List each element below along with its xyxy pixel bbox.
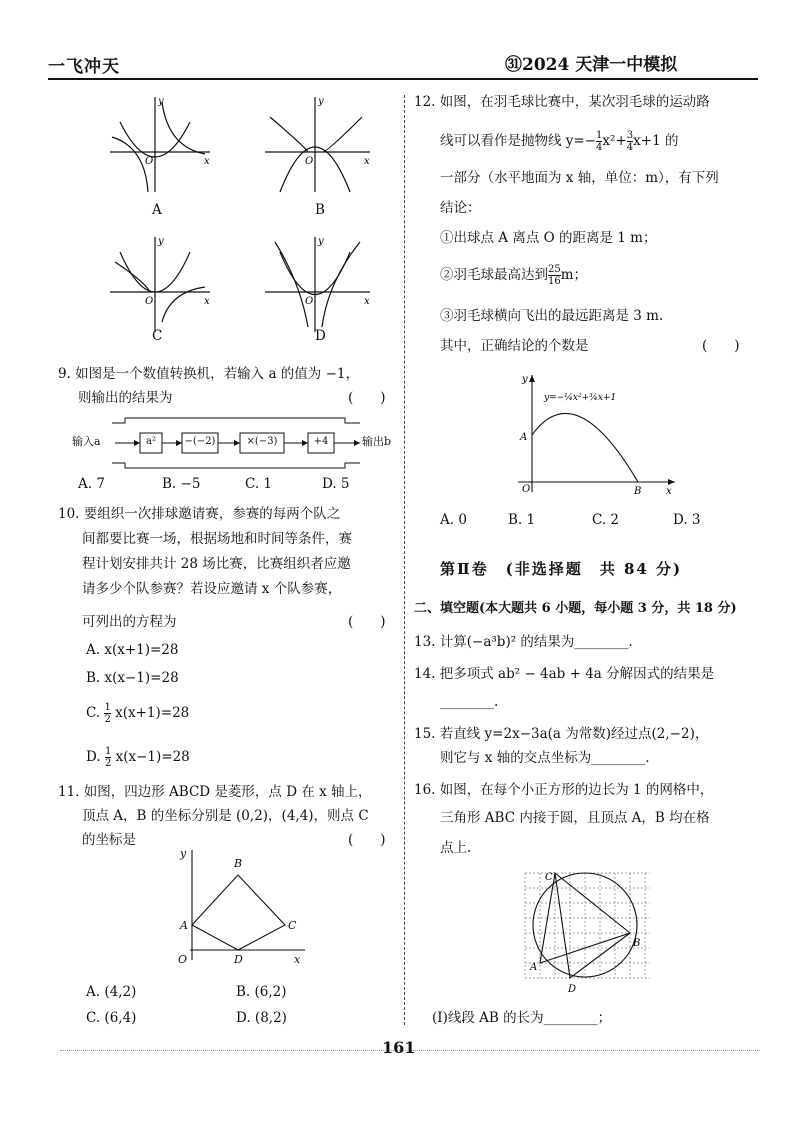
svg-text:O: O	[305, 156, 314, 167]
q8-option-b: B	[315, 202, 325, 218]
q12-option-b: B. 1	[508, 512, 536, 528]
q9-option-b: B. −5	[162, 476, 201, 492]
q11-line3: 的坐标是	[82, 832, 136, 848]
q12-line1: 12. 如图，在羽毛球比赛中，某次羽毛球的运动路	[414, 94, 710, 110]
part2-title: 第Ⅱ卷 (非选择题 共 84 分)	[440, 560, 683, 578]
svg-text:O: O	[522, 484, 531, 495]
q11-answer-paren: ( )	[348, 832, 386, 848]
q16-part1: (Ⅰ)线段 AB 的长为________；	[432, 1010, 612, 1026]
q9-frame-bottom	[112, 463, 360, 468]
q11-option-a: A. (4,2)	[86, 984, 137, 1000]
svg-text:D: D	[568, 984, 577, 995]
q9-box-3-text: ×(−3)	[246, 436, 278, 447]
q9-converter-diagram	[70, 415, 400, 470]
q12-line3: 一部分（水平地面为 x 轴，单位：m），有下列	[440, 170, 719, 186]
q10-option-d: D. $\frac{1}{2}$ x(x−1)=28	[86, 746, 190, 769]
q14-line2: ________.	[440, 694, 499, 710]
column-divider	[404, 95, 405, 1025]
q8d-hyperbola-left	[275, 242, 308, 327]
svg-text:B: B	[633, 938, 641, 949]
q12-conclusion-1: ①出球点 A 离点 O 的距离是 1 m；	[440, 230, 657, 246]
svg-text:y: y	[180, 847, 187, 860]
q12-option-a: A. 0	[440, 512, 467, 528]
q12-conclusion-2: ②羽毛球最高达到 $\frac{25}{16}$ m；	[440, 264, 588, 287]
svg-text:D: D	[234, 953, 243, 965]
svg-text:x: x	[294, 953, 301, 965]
q11-line1: 11. 如图，四边形 ABCD 是菱形，点 D 在 x 轴上，	[58, 784, 372, 800]
svg-text:B: B	[634, 486, 642, 495]
q9-answer-paren: ( )	[348, 390, 386, 406]
q13-text: 13. 计算(−a³b)² 的结果为________.	[414, 634, 633, 650]
svg-text:O: O	[145, 156, 154, 167]
q12-line4: 结论：	[440, 200, 481, 216]
q14-line1: 14. 把多项式 ab² − 4ab + 4a 分解因式的结果是	[414, 666, 715, 682]
svg-text:O: O	[178, 953, 188, 965]
q9-box-2-text: −(−2)	[184, 436, 216, 447]
q12-question: 其中，正确结论的个数是	[440, 338, 589, 354]
q16-line3: 点上.	[440, 840, 472, 856]
q9-option-d: D. 5	[322, 476, 350, 492]
q10-option-a: A. x(x+1)=28	[86, 642, 179, 658]
q10-line4: 请多少个队参赛？若设应邀请 x 个队参赛，	[82, 581, 342, 597]
q10-option-b: B. x(x−1)=28	[86, 670, 179, 686]
q12-option-c: C. 2	[592, 512, 620, 528]
q9-frame-top	[112, 418, 360, 423]
q8c-hyperbola-left	[115, 262, 150, 292]
q12-conclusion-3: ③羽毛球横向飞出的最远距离是 3 m.	[440, 308, 664, 324]
svg-text:B: B	[234, 857, 243, 870]
svg-text:O: O	[305, 296, 314, 307]
svg-text:A: A	[530, 962, 538, 973]
svg-text:C: C	[545, 872, 553, 883]
q10-line2: 间都要比赛一场，根据场地和时间等条件，赛	[82, 531, 352, 547]
svg-text:x: x	[204, 296, 210, 307]
q9-input-label: 输入a	[72, 435, 101, 448]
q9-text-line2: 则输出的结果为	[78, 390, 173, 406]
q12-answer-paren: ( )	[702, 338, 740, 354]
q9-box-1-text: a²	[146, 436, 156, 447]
svg-text:y: y	[158, 236, 164, 247]
q16-line1: 16. 如图，在每个小正方形的边长为 1 的网格中，	[414, 782, 714, 798]
q11-option-b: B. (6,2)	[236, 984, 287, 1000]
q8a-hyperbola-right	[162, 102, 205, 154]
q8-graph-set	[100, 92, 390, 412]
q15-line2: 则它与 x 轴的交点坐标为________.	[440, 750, 650, 766]
q11-rhombus	[192, 875, 285, 950]
q12-line2: 线可以看作是抛物线 y=− $\frac{1}{4}$ x²+ $\frac{3}{4}$ x+1 的	[440, 130, 679, 153]
q10-line5: 可列出的方程为	[82, 614, 177, 630]
q8d-hyperbola-right	[322, 242, 360, 327]
q8-option-d: D	[315, 328, 326, 344]
brand-logo: 一飞冲天	[48, 57, 120, 77]
q16-segments-d	[555, 873, 630, 978]
q9-option-a: A. 7	[78, 476, 105, 492]
svg-text:x: x	[666, 486, 672, 495]
q10-line1: 10. 要组织一次排球邀请赛，参赛的每两个队之	[58, 506, 341, 522]
q16-line2: 三角形 ABC 内接于圆，且顶点 A，B 均在格	[440, 810, 710, 826]
q8-option-c: C	[152, 328, 163, 344]
q12-parabola	[532, 413, 638, 482]
q11-option-c: C. (6,4)	[86, 1010, 137, 1026]
svg-text:y: y	[158, 96, 164, 107]
svg-text:A: A	[520, 432, 528, 443]
svg-text:y: y	[318, 236, 324, 247]
q16-grid-circle-diagram	[520, 868, 660, 998]
svg-text:C: C	[288, 919, 297, 932]
q9-output-label: 输出b	[362, 435, 392, 448]
q9-option-c: C. 1	[245, 476, 273, 492]
svg-text:y: y	[318, 96, 324, 107]
svg-text:x: x	[364, 296, 370, 307]
svg-text:y=−¼x²+¾x+1: y=−¼x²+¾x+1	[544, 393, 617, 403]
q8b-hyperbola-left	[270, 117, 308, 152]
q8b-hyperbola-right	[322, 117, 362, 152]
q9-text-line1: 9. 如图是一个数值转换机，若输入 a 的值为 −1，	[58, 366, 359, 382]
q11-option-d: D. (8,2)	[236, 1010, 287, 1026]
q15-line1: 15. 若直线 y=2x−3a(a 为常数)经过点(2,−2)，	[414, 726, 709, 742]
fill-blank-section-heading: 二、填空题(本大题共 6 小题，每小题 3 分，共 18 分)	[414, 601, 737, 616]
q10-option-c: C. $\frac{1}{2}$ x(x+1)=28	[86, 702, 190, 725]
svg-text:x: x	[364, 156, 370, 167]
q11-line2: 顶点 A，B 的坐标分别是 (0,2)，(4,4)，则点 C	[82, 808, 369, 824]
exam-title: ㉛2024 天津一中模拟	[505, 55, 678, 75]
q9-box-4-text: +4	[313, 436, 329, 447]
q8a-hyperbola-left	[112, 137, 148, 192]
q12-parabola-graph	[510, 370, 680, 495]
q8-option-a: A	[152, 202, 162, 218]
q10-line3: 程计划安排共计 28 场比赛，比赛组织者应邀	[82, 556, 351, 572]
q10-answer-paren: ( )	[348, 614, 386, 630]
page-number: 161	[382, 1038, 416, 1057]
q12-option-d: D. 3	[673, 512, 701, 528]
svg-text:A: A	[180, 919, 188, 932]
svg-text:x: x	[204, 156, 210, 167]
svg-text:O: O	[145, 296, 154, 307]
q11-rhombus-diagram	[170, 845, 310, 965]
svg-text:y: y	[522, 374, 528, 385]
header-rule	[48, 78, 758, 80]
